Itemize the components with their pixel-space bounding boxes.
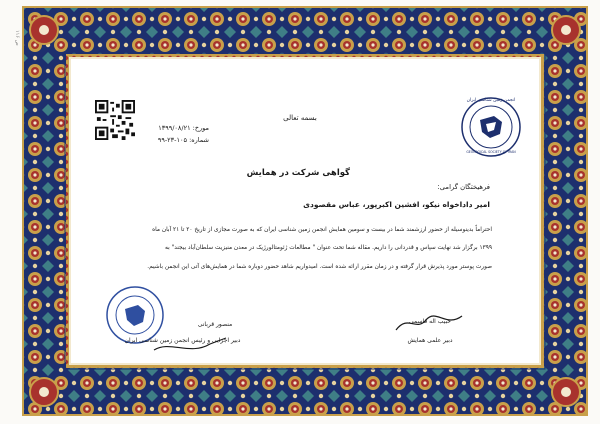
geological-society-logo xyxy=(460,96,522,158)
body-line-3: صورت پوستر مورد پذیرش قرار گرفته و در زمان مقرر ارائه شده است. امیدواریم شاهد حضور دوباره شما در همایش‌های آتی این انجمن باشیم. xyxy=(147,264,492,270)
ornamental-frame xyxy=(22,6,588,416)
body-line-2: ۱۳۹۹ برگزار شد نهایت سپاس و قدردانی را داریم. مقاله شما تحت عنوان " مطالعات ژئومتالورژیک در معدن منیزیت سلطان‌آباد بیجند" به xyxy=(165,245,492,251)
left-signatory-name: منصور قربانی xyxy=(197,321,233,328)
right-signatory-name: حبیب اله قاسمی xyxy=(409,318,451,325)
certificate-date: مورخ: ۱۳۹۹/۰۸/۲۱ xyxy=(158,124,209,132)
certificate-number: شماره: ۱۰۵-۲۳-۹۹ xyxy=(157,136,209,144)
left-signatory-role: دبیر اجرایی و رئیس انجمن زمین شناسی ایران xyxy=(124,337,241,344)
right-signatory-role: دبیر علمی همایش xyxy=(407,337,453,344)
logo-arc-text-en: GEOLOGICAL SOCIETY OF IRAN xyxy=(466,150,516,154)
bismillah-heading: بسمه تعالی xyxy=(283,114,317,122)
certificate-title: گواهی شرکت در همایش xyxy=(246,168,350,178)
qr-code[interactable] xyxy=(95,100,135,140)
margin-handwritten-note-bottom xyxy=(6,385,20,415)
recipients-line: امیر داداخواه نیکو، افشین اکبرپور، عباس مقصودی xyxy=(303,200,490,209)
body-line-1: احتراماً بدینوسیله از حضور ارزشمند شما در بیست و سومین همایش انجمن زمین شناسی ایران که به صورت مجازی از تاریخ ۲۰ تا ۲۱ آبان ماه xyxy=(152,227,492,233)
salutation: فرهیختگان گرامی: xyxy=(437,183,490,191)
signature-left xyxy=(150,330,230,360)
logo-arc-text: انجمن زمین شناسی ایران xyxy=(466,98,516,103)
margin-handwritten-note: ص ١١۶ xyxy=(14,30,20,46)
